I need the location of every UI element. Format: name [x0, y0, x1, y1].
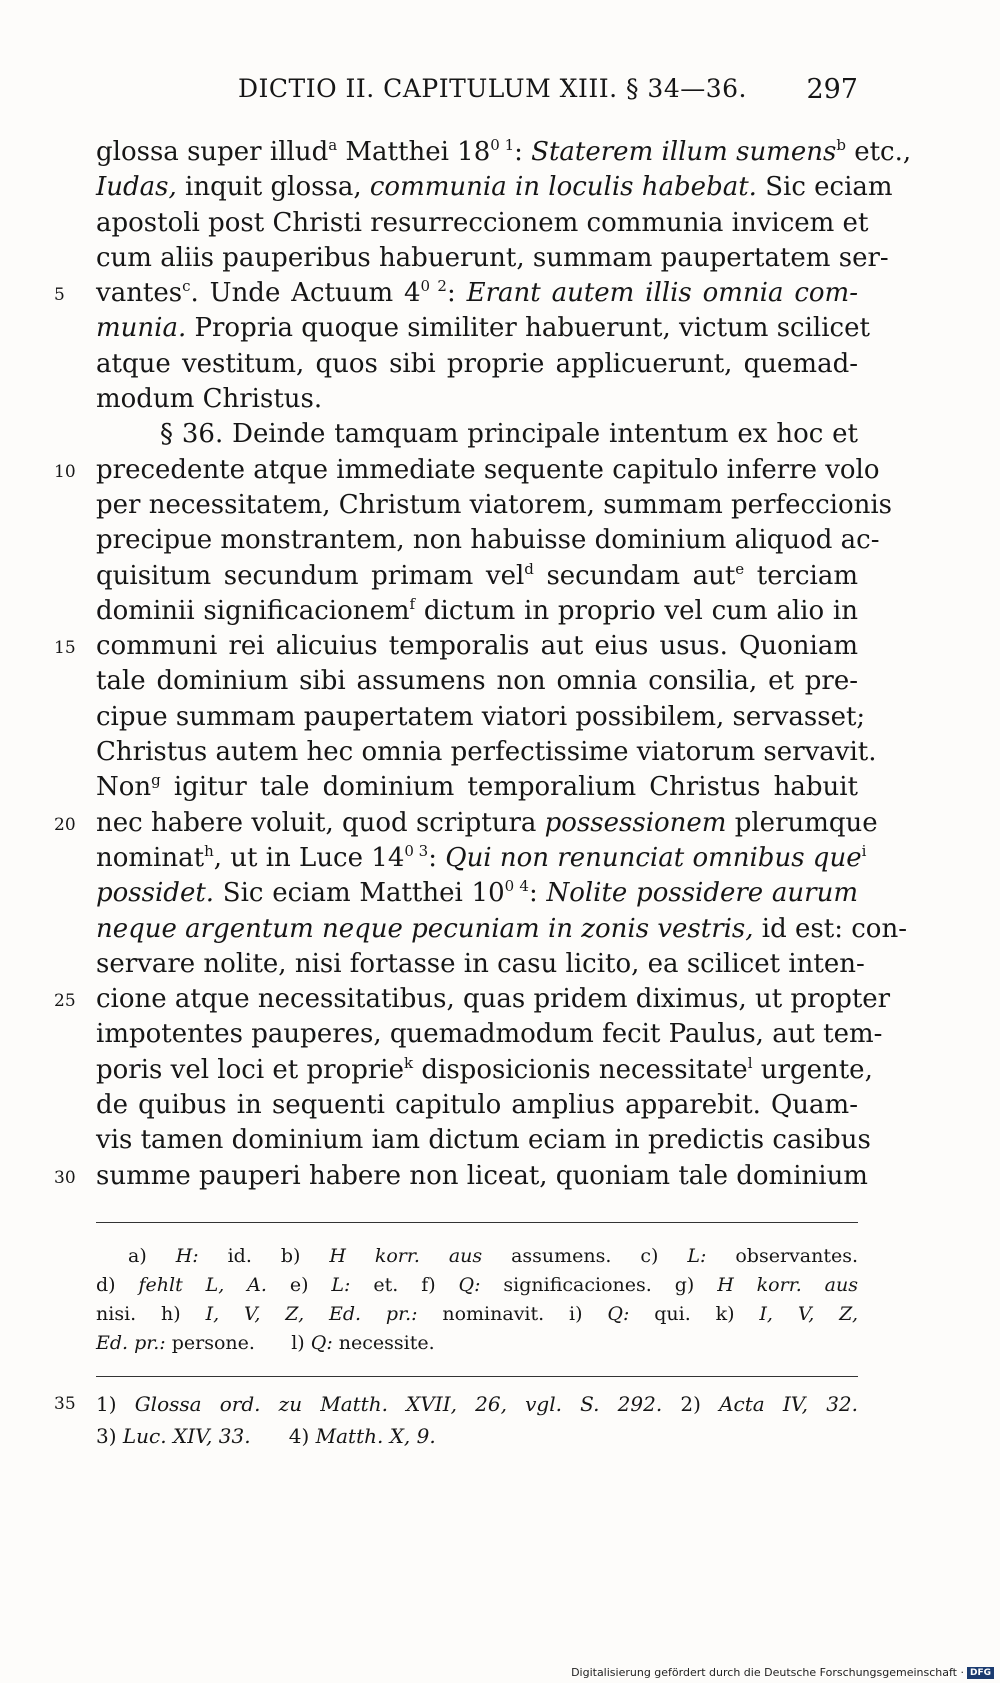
apparatus-line: nisi. h) I, V, Z, Ed. pr.: nominavit. i) Q: qui. k) I, V, Z,: [96, 1303, 859, 1325]
text-line: glossa super illud$^a$ Matthei $18^{0 1}$: Staterem illum sumens$^b$ etc.,: [96, 136, 912, 167]
line-number: 35: [54, 1394, 76, 1414]
main-text: [54, 135, 912, 1194]
text-line: poris vel loci et proprie$^k$ disposicionis necessitate$^l$ urgente,: [96, 1053, 873, 1085]
text-line: tale dominium sibi assumens non omnia consilia, et pre-: [96, 666, 858, 697]
text-line: vis tamen dominium iam dictum eciam in predictis casibus: [96, 1125, 871, 1156]
text-line: nominat$^h$, ut in Luce $14^{0 3}$: Qui non renunciat omnibus que$^i$: [96, 841, 867, 873]
text-line: 30 summe pauperi habere non liceat, quoniam tale dominium: [96, 1159, 858, 1194]
apparatus-line: a) H: id. b) H korr. aus assumens. c) L: observantes.: [128, 1245, 858, 1267]
references-divider: [96, 1376, 858, 1377]
text-line: 5 vantes$^c$. Unde Actuum $4^{0 2}$: Erant autem illis omnia com-: [96, 276, 858, 311]
text-line: 10 precedente atque immediate sequente capitulo inferre volo: [96, 453, 858, 488]
line-number: 15: [54, 638, 76, 659]
page-number: 297: [806, 74, 858, 105]
line-number: 30: [54, 1167, 76, 1188]
text-line: modum Christus.: [96, 384, 323, 415]
apparatus-line: d) fehlt L, A. e) L: et. f) Q: significaciones. g) H korr. aus: [96, 1274, 858, 1296]
text-line: quisitum secundum primam vel$^d$ secundam aut$^e$ terciam: [96, 559, 859, 591]
line-number: 25: [54, 991, 76, 1012]
reference-line: 3) Luc. XIV, 33. 4) Matth. X, 9.: [96, 1424, 436, 1448]
footer-text: Digitalisierung gefördert durch die Deutsche Forschungsgemeinschaft ·: [571, 1666, 964, 1679]
text-line: apostoli post Christi resurreccionem communia invicem et: [96, 207, 869, 238]
text-line: munia. Propria quoque similiter habuerunt, victum scilicet: [96, 313, 870, 344]
line-number: 10: [54, 461, 76, 482]
text-line: Iudas, inquit glossa, communia in loculis habebat. Sic eciam: [96, 172, 893, 203]
text-line: impotentes pauperes, quemadmodum fecit Paulus, aut tem-: [96, 1019, 883, 1050]
text-line: cum aliis pauperibus habuerunt, summam paupertatem ser-: [96, 242, 889, 273]
text-line: servare nolite, nisi fortasse in casu licito, ea scilicet inten-: [96, 948, 865, 979]
text-line: dominii significacionem$^f$ dictum in proprio vel cum alio in: [96, 594, 858, 626]
reference-line: 35 1) Glossa ord. zu Matth. XVII, 26, vgl. S. 292. 2) Acta IV, 32.: [96, 1388, 858, 1420]
text-line: 20 nec habere voluit, quod scriptura possessionem plerumque: [96, 806, 858, 841]
text-line: per necessitatem, Christum viatorem, summam perfeccionis: [96, 489, 892, 520]
critical-apparatus: [96, 1242, 858, 1358]
line-number: 20: [54, 814, 76, 835]
text-line: atque vestitum, quos sibi proprie applicuerunt, quemad-: [96, 348, 858, 379]
text-line: possidet. Sic eciam Matthei $10^{0 4}$: Nolite possidere aurum: [96, 877, 858, 909]
text-line: cipue summam paupertatem viatori possibilem, servasset;: [96, 701, 866, 732]
source-references: [54, 1388, 859, 1452]
text-line: neque argentum neque pecuniam in zonis vestris, id est: con-: [96, 913, 907, 944]
text-line: de quibus in sequenti capitulo amplius apparebit. Quam-: [96, 1090, 858, 1121]
running-title: DICTIO II. CAPITULUM XIII. § 34—36.: [238, 74, 747, 103]
line-number: 5: [54, 285, 65, 306]
text-line: precipue monstrantem, non habuisse dominium aliquod ac-: [96, 525, 880, 556]
apparatus-divider: [96, 1222, 858, 1223]
apparatus-line: Ed. pr.: persone. l) Q: necessite.: [96, 1332, 435, 1354]
text-line: Non$^g$ igitur tale dominium temporalium Christus habuit: [96, 771, 858, 803]
digitization-footer: [571, 1666, 994, 1679]
section-heading-line: § 36. Deinde tamquam principale intentum ex hoc et: [160, 419, 858, 450]
dfg-logo: DFG: [967, 1667, 994, 1679]
text-line: 15 communi rei alicuius temporalis aut eius usus. Quoniam: [96, 629, 858, 664]
running-header: [96, 74, 858, 110]
text-line: Christus autem hec omnia perfectissime viatorum servavit.: [96, 737, 877, 768]
text-line: 25 cione atque necessitatibus, quas pridem diximus, ut propter: [96, 982, 858, 1017]
